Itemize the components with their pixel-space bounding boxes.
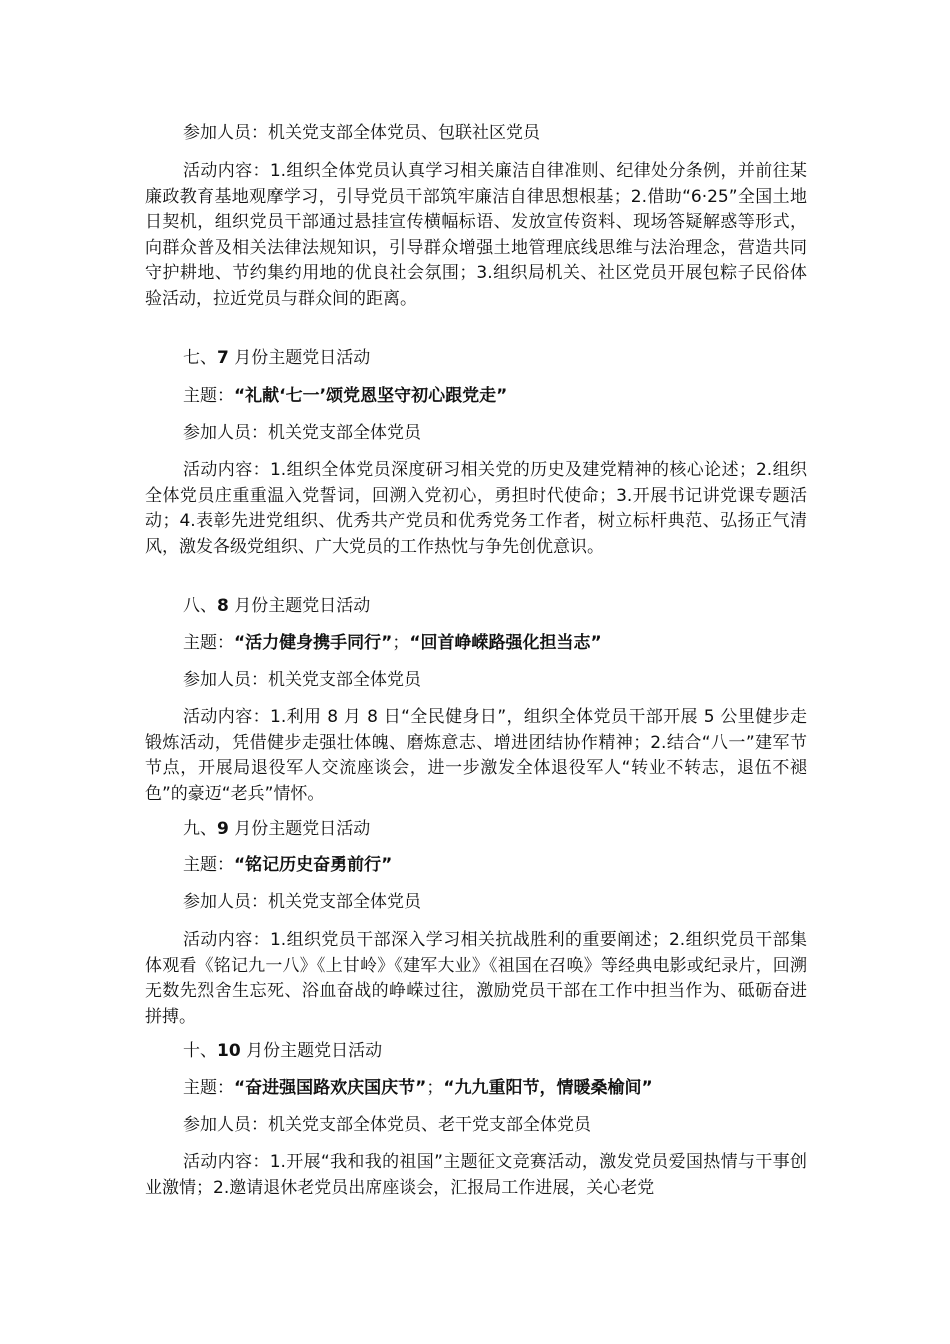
- participants-august: 参加人员：机关党支部全体党员: [183, 670, 421, 690]
- section-heading-august: 八、8 月份主题党日活动: [183, 596, 371, 616]
- section-heading-july: 七、7 月份主题党日活动: [183, 348, 371, 368]
- theme-october: 主题：“奋进强国路欢庆国庆节”；“九九重阳节，情暖桑榆间”: [183, 1078, 653, 1098]
- content-october: 活动内容：1.开展“我和我的祖国”主题征文竞赛活动，激发党员爱国热情与干事创业激情；2.邀请退休老党员出席座谈会，汇报局工作进展，关心老党: [145, 1152, 807, 1198]
- participants-july: 参加人员：机关党支部全体党员: [183, 423, 421, 443]
- theme-august: 主题：“活力健身携手同行”；“回首峥嵘路强化担当志”: [183, 633, 602, 653]
- section-heading-september: 九、9 月份主题党日活动: [183, 819, 371, 839]
- section-heading-october: 十、10 月份主题党日活动: [183, 1041, 383, 1061]
- participants-september: 参加人员：机关党支部全体党员: [183, 892, 421, 912]
- participants-october: 参加人员：机关党支部全体党员、老干党支部全体党员: [183, 1115, 591, 1135]
- content-june: 活动内容：1.组织全体党员认真学习相关廉洁自律准则、纪律处分条例，并前往某廉政教育基地观摩学习，引导党员干部筑牢廉洁自律思想根基；2.借助“6·25”全国土地日契机，组织党员干部通过悬挂宣传横幅标语、发放宣传资料、现场答疑解惑等形式，向群众普及相关法律法规知识，引导群众增强土地管理底线思维与法治理念，营造共同守护耕地、节约集约用地的优良社会氛围；3.组织局机关、社区党员开展包粽子民俗体验活动，拉近党员与群众间的距离。: [145, 161, 807, 309]
- content-september: 活动内容：1.组织党员干部深入学习相关抗战胜利的重要阐述；2.组织党员干部集体观看《铭记九一八》《上甘岭》《建军大业》《祖国在召唤》等经典电影或纪录片，回溯无数先烈舍生忘死、浴血奋战的峥嵘过往，激励党员干部在工作中担当作为、砥砺奋进拼搏。: [145, 930, 807, 1027]
- theme-july: 主题：“礼献‘七一’颂党恩坚守初心跟党走”: [183, 386, 508, 406]
- content-august: 活动内容：1.利用 8 月 8 日“全民健身日”，组织全体党员干部开展 5 公里健步走锻炼活动，凭借健步走强壮体魄、磨炼意志、增进团结协作精神；2.结合“八一”建军节节点，开展局退役军人交流座谈会，进一步激发全体退役军人“转业不转志，退伍不褪色”的豪迈“老兵”情怀。: [145, 707, 807, 804]
- content-july: 活动内容：1.组织全体党员深度研习相关党的历史及建党精神的核心论述；2.组织全体党员庄重重温入党誓词，回溯入党初心，勇担时代使命；3.开展书记讲党课专题活动；4.表彰先进党组织、优秀共产党员和优秀党务工作者，树立标杆典范、弘扬正气清风，激发各级党组织、广大党员的工作热忱与争先创优意识。: [145, 460, 807, 557]
- participants-june: 参加人员：机关党支部全体党员、包联社区党员: [183, 123, 540, 143]
- theme-september: 主题：“铭记历史奋勇前行”: [183, 855, 393, 875]
